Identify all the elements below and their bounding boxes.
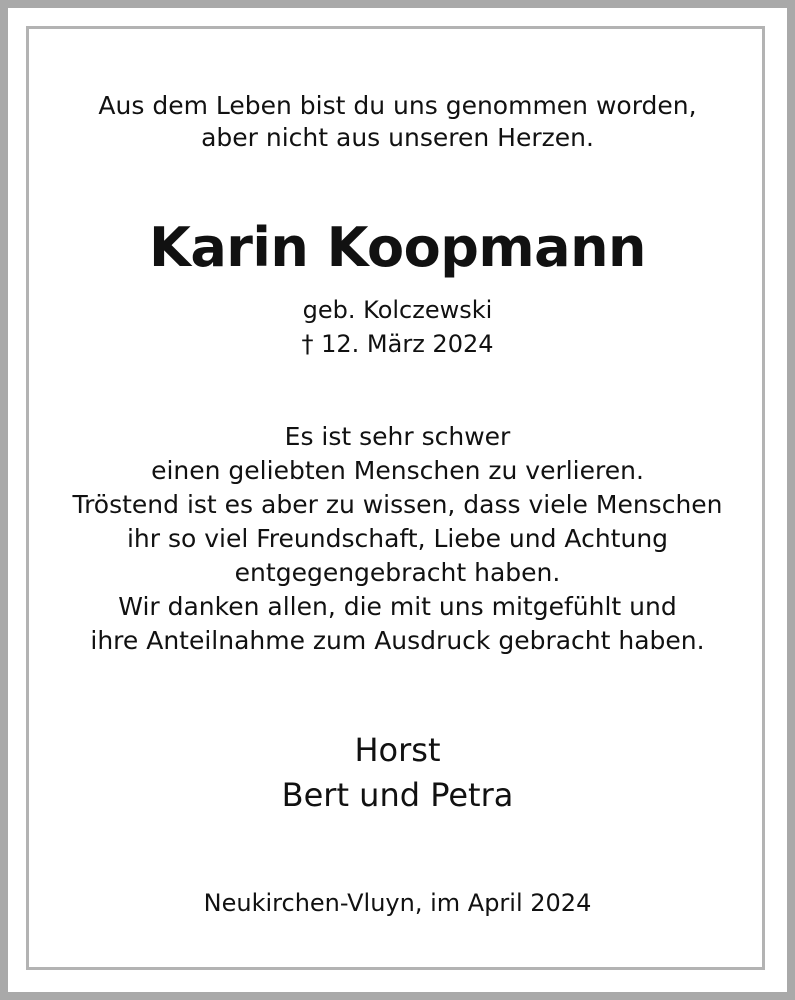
message-line: entgegengebracht haben. xyxy=(234,558,561,587)
motto-line: aber nicht aus unseren Herzen. xyxy=(201,123,594,152)
signer-line: Horst xyxy=(354,731,441,769)
deceased-details xyxy=(8,293,787,361)
motto-text xyxy=(8,90,787,154)
signer-line: Bert und Petra xyxy=(281,776,514,814)
message-line: einen geliebten Menschen zu verlieren. xyxy=(151,456,644,485)
signers xyxy=(8,728,787,818)
message-line: Wir danken allen, die mit uns mitgefühlt und xyxy=(118,592,677,621)
motto-line: Aus dem Leben bist du uns genommen worden, xyxy=(98,91,697,120)
thank-you-message xyxy=(8,420,787,658)
death-date: † 12. März 2024 xyxy=(301,330,494,358)
obituary-card xyxy=(8,8,787,992)
place-and-date: Neukirchen-Vluyn, im April 2024 xyxy=(203,889,592,917)
message-line: ihr so viel Freundschaft, Liebe und Achtung xyxy=(126,524,669,553)
birth-name: geb. Kolczewski xyxy=(302,296,493,324)
message-line: Tröstend ist es aber zu wissen, dass viele Menschen xyxy=(72,490,723,519)
deceased-name: Karin Koopmann xyxy=(148,216,646,279)
message-line: Es ist sehr schwer xyxy=(284,422,511,451)
message-line: ihre Anteilnahme zum Ausdruck gebracht haben. xyxy=(90,626,705,655)
